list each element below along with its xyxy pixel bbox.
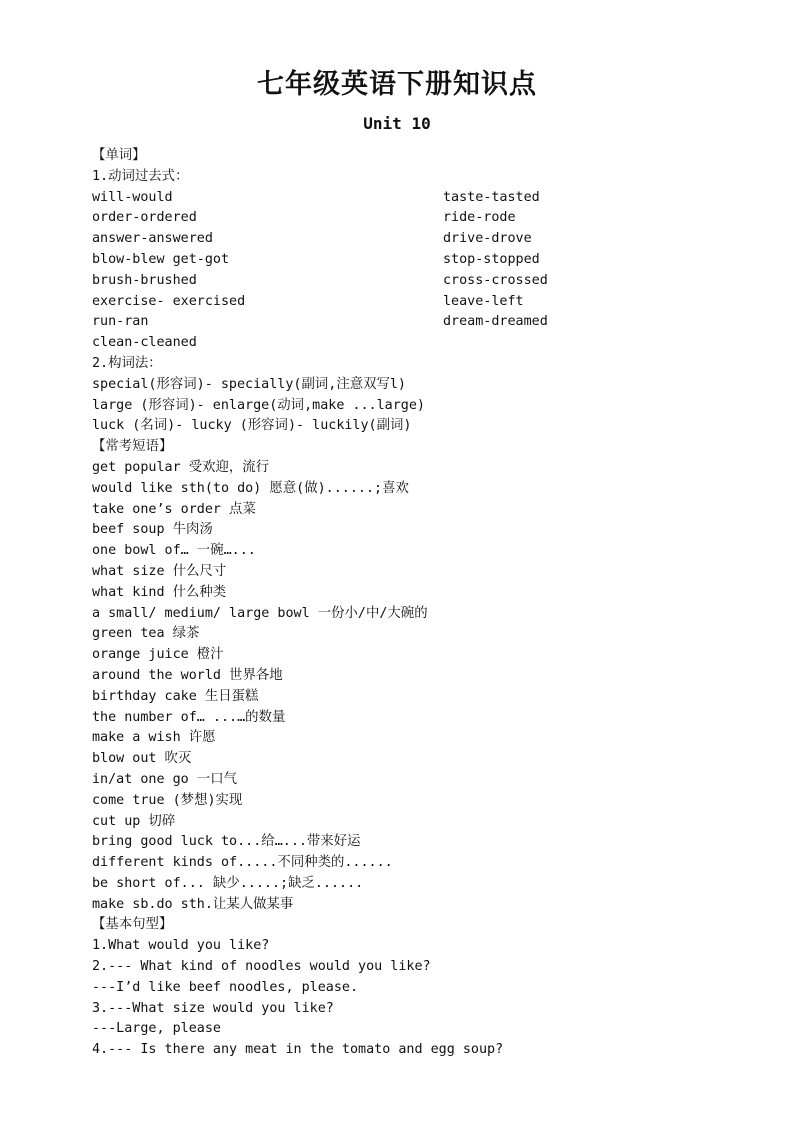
verb-item: will-would	[92, 189, 173, 205]
phrase-item: orange juice 橙汁	[92, 647, 224, 663]
section-heading-vocab: 【单词】	[92, 148, 146, 163]
verb-item: drive-drove	[443, 231, 532, 247]
page-title: 七年级英语下册知识点	[257, 69, 537, 100]
verb-item: answer-answered	[92, 231, 213, 247]
verb-list-left	[92, 188, 443, 354]
phrase-item: one bowl of… 一碗…...	[92, 543, 256, 559]
phrase-item: around the world 世界各地	[92, 667, 283, 683]
verb-item: exercise- exercised	[92, 293, 246, 309]
verb-item: stop-stopped	[443, 251, 540, 267]
phrase-item: make sb.do sth.让某人做某事	[92, 896, 294, 912]
section-heading-phrases: 【常考短语】	[92, 439, 173, 455]
verb-item: cross-crossed	[443, 272, 548, 288]
phrase-item: would like sth(to do) 愿意(做)......;喜欢	[92, 480, 409, 496]
phrase-item: beef soup 牛肉汤	[92, 522, 213, 538]
verb-item: taste-tasted	[443, 189, 540, 205]
sentence-item: 1.What would you like?	[92, 938, 270, 954]
subheading-past-tense: 1.动词过去式：	[92, 168, 189, 184]
verb-item: ride-rode	[443, 210, 516, 226]
sentence-item: 4.--- Is there any meat in the tomato and egg soup?	[92, 1042, 504, 1058]
verb-item: clean-cleaned	[92, 335, 197, 351]
sentence-item: ---I’d like beef noodles, please.	[92, 979, 359, 995]
sentence-item: 3.---What size would you like?	[92, 1000, 334, 1016]
phrase-item: the number of… ...…的数量	[92, 709, 286, 725]
sentence-item: 2.--- What kind of noodles would you like?	[92, 959, 431, 975]
phrase-item: come true (梦想)实现	[92, 792, 243, 808]
verb-item: blow-blew get-got	[92, 251, 230, 267]
verb-item: dream-dreamed	[443, 314, 548, 330]
verb-item: run-ran	[92, 314, 149, 330]
phrase-item: what size 什么尺寸	[92, 563, 227, 579]
phrase-item: a small/ medium/ large bowl 一份小/中/大碗的	[92, 605, 428, 621]
phrase-item: birthday cake 生日蛋糕	[92, 688, 259, 704]
sentence-item: ---Large, please	[92, 1021, 221, 1037]
phrase-item: different kinds of.....不同种类的......	[92, 855, 393, 871]
phrase-item: what kind 什么种类	[92, 584, 227, 600]
section-heading-sentences: 【基本句型】	[92, 917, 173, 933]
verb-item: brush-brushed	[92, 272, 197, 288]
word-formation-item: special(形容词)- specially(副词,注意双写l)	[92, 376, 406, 392]
word-formation-item: large (形容词)- enlarge(动词,make ...large)	[92, 397, 425, 413]
phrase-item: blow out 吹灭	[92, 751, 192, 767]
phrase-item: be short of... 缺少.....;缺乏......	[92, 875, 364, 891]
phrase-item: get popular 受欢迎，流行	[92, 459, 270, 475]
verb-list	[92, 188, 732, 354]
document-body	[92, 146, 732, 1061]
word-formation-item: luck (名词)- lucky (形容词)- luckily(副词)	[92, 418, 412, 434]
phrase-item: make a wish 许愿	[92, 730, 216, 746]
verb-item: order-ordered	[92, 210, 197, 226]
unit-heading: Unit 10	[363, 114, 431, 133]
phrase-item: in/at one go 一口气	[92, 771, 237, 787]
verb-list-right	[443, 188, 732, 354]
verb-item: leave-left	[443, 293, 524, 309]
phrase-item: take one’s order 点菜	[92, 501, 256, 517]
subheading-word-formation: 2.构词法：	[92, 355, 162, 371]
phrase-item: cut up 切碎	[92, 813, 176, 829]
phrase-item: green tea 绿茶	[92, 626, 200, 642]
phrase-item: bring good luck to...给…...带来好运	[92, 834, 361, 850]
